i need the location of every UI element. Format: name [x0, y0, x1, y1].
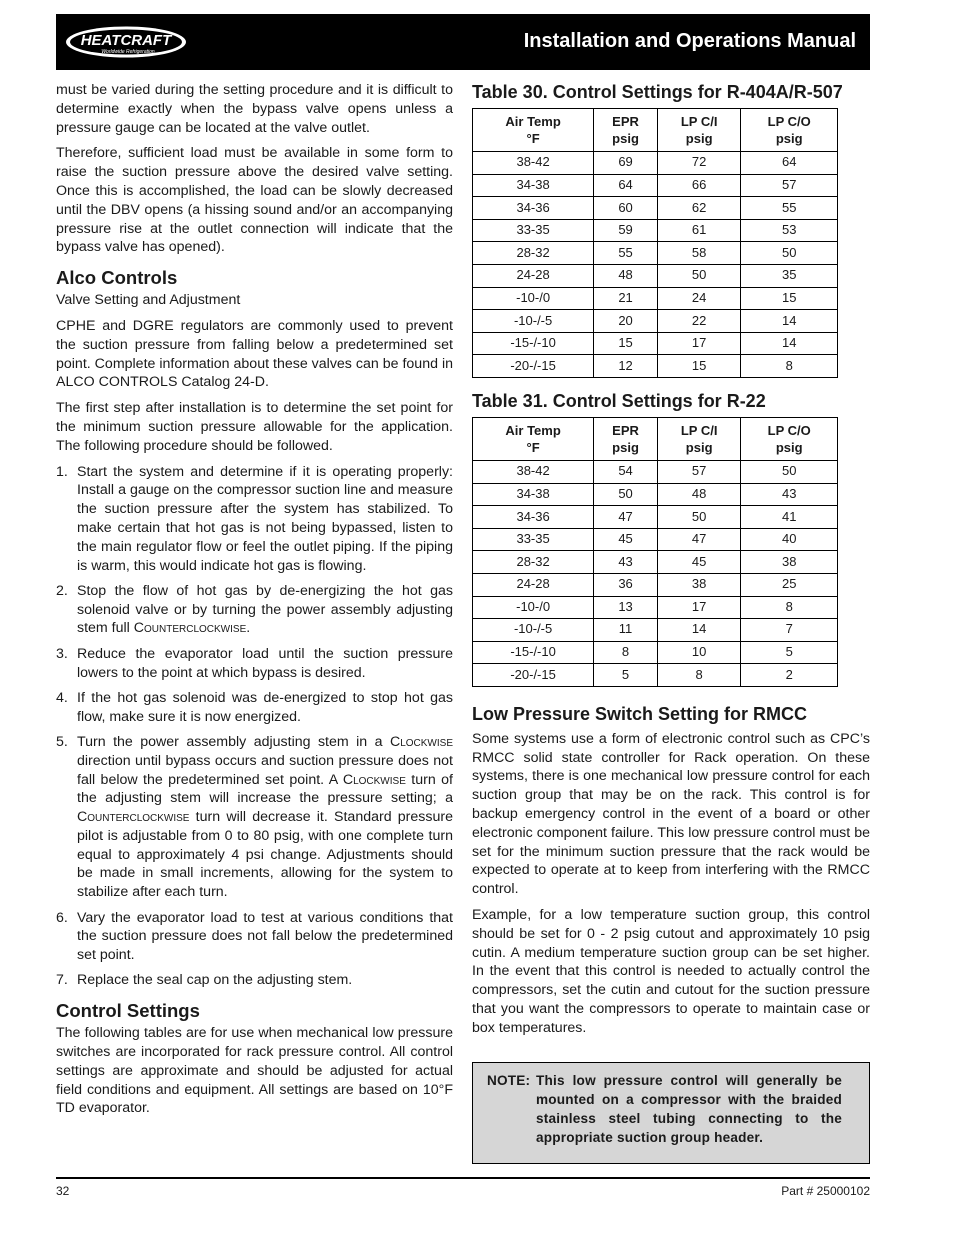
right-column: [472, 81, 870, 1164]
list-item: 5. Turn the power assembly adjusting stem in a Clockwise direction until bypass occurs and suction pressure does not fall below the predetermined set point. A Clockwise turn of the adjusting stem will increase the pressure setting; a Counterclockwise turn will decrease it. Standard pressure pilot is adjustable from 0 to 80 psig, with one complete turn equal to approximately 4 psi change. Adjustments should be made in small increments, allowing for the system to stabilize after each turn.: [56, 733, 453, 901]
table-cell: 60: [594, 197, 658, 220]
table-cell: 22: [657, 310, 741, 333]
list-item: 7. Replace the seal cap on the adjusting stem.: [56, 972, 353, 989]
footer-rule: [56, 1177, 870, 1179]
table-cell: 48: [657, 483, 741, 506]
table-cell: 5: [594, 664, 658, 687]
table-cell: 48: [594, 264, 658, 287]
table-header-row: [473, 109, 838, 152]
list-item: 4. If the hot gas solenoid was de-energized to stop hot gas flow, make sure it is now energized.: [56, 689, 453, 725]
table-cell: 57: [741, 174, 838, 197]
table-row: [473, 219, 838, 242]
table-31: [472, 417, 838, 687]
table-cell: 47: [657, 528, 741, 551]
note-box: [472, 1062, 870, 1164]
table-cell: 11: [594, 619, 658, 642]
table-row: [473, 355, 838, 378]
table-cell: 41: [741, 506, 838, 529]
table-cell: 64: [741, 152, 838, 175]
column-header: LP C/I psig: [657, 109, 741, 152]
table-cell: 14: [657, 619, 741, 642]
list-item: 1. Start the system and determine if it is operating properly: Install a gauge on the compressor suction line and measure the suction pressure after the system has stabilized. To make certain that hot gas is not being bypassed, listen to the main regulator flow or feel the outlet piping. If the piping is warm, this would indicate hot gas is flowing.: [56, 463, 453, 574]
table-row: [473, 596, 838, 619]
table-cell: 38-42: [473, 460, 594, 483]
page-header: [56, 14, 870, 70]
table-cell: -20-/-15: [473, 355, 594, 378]
table-cell: -15-/-10: [473, 641, 594, 664]
table-cell: 15: [741, 287, 838, 310]
list-item: 2. Stop the flow of hot gas by de-energizing the hot gas solenoid valve or by turning the power assembly adjusting stem full Counterclockwise.: [56, 582, 453, 637]
table-row: [473, 310, 838, 333]
table-cell: 54: [594, 460, 658, 483]
table-cell: 14: [741, 332, 838, 355]
table-row: [473, 573, 838, 596]
table-cell: 17: [657, 596, 741, 619]
table-cell: 43: [741, 483, 838, 506]
paragraph: Therefore, sufficient load must be available in some form to raise the suction pressure above the desired valve setting. Once this is accomplished, the load can be slowly decreased until the DBV opens (a hissing sound and/or an accompanying pressure rise at the outlet connection will indicate that the bypass valve has opened).: [56, 145, 453, 256]
table-cell: 21: [594, 287, 658, 310]
table-row: [473, 152, 838, 175]
table-cell: 24: [657, 287, 741, 310]
table-cell: 7: [741, 619, 838, 642]
left-column: [56, 81, 453, 1125]
table-row: [473, 332, 838, 355]
paragraph: Example, for a low temperature suction group, this control should be set for 0 - 2 psig cutout and approximately 10 psig cutin. A medium temperature suction group can be set higher. In the event that this control is needed to actually control the compressors, set the cutin and cutout for the suction pressure that you want the compressors to operate to maintain case or box temperatures.: [472, 907, 870, 1036]
table-30: [472, 108, 838, 378]
table-cell: 36: [594, 573, 658, 596]
table-cell: 59: [594, 219, 658, 242]
manual-title: Installation and Operations Manual: [523, 30, 856, 52]
table-cell: 72: [657, 152, 741, 175]
table-31-body: [473, 460, 838, 686]
table-row: [473, 242, 838, 265]
table-row: [473, 483, 838, 506]
svg-text:HEATCRAFT: HEATCRAFT: [80, 32, 172, 49]
table-30-title: Table 30. Control Settings for R-404A/R-507: [472, 82, 843, 102]
table-cell: -10-/-5: [473, 310, 594, 333]
paragraph: must be varied during the setting procedure and it is difficult to determine exactly when the bypass valve opens unless a pressure gauge can be located at the valve outlet.: [56, 82, 453, 136]
table-cell: 28-32: [473, 551, 594, 574]
table-row: [473, 460, 838, 483]
column-header: LP C/O psig: [741, 417, 838, 460]
table-row: [473, 641, 838, 664]
table-cell: 69: [594, 152, 658, 175]
table-cell: 35: [741, 264, 838, 287]
table-cell: 13: [594, 596, 658, 619]
table-cell: 38-42: [473, 152, 594, 175]
paragraph: The following tables are for use when mechanical low pressure switches are incorporated for rack pressure control. All control settings are approximate and should be adjusted for actual field conditions and equipment. All settings are based on 10°F TD evaporator.: [56, 1025, 453, 1117]
table-cell: 45: [657, 551, 741, 574]
table-cell: 62: [657, 197, 741, 220]
table-cell: 14: [741, 310, 838, 333]
list-item: 6. Vary the evaporator load to test at various conditions that the suction pressure does not fall below the predetermined set point.: [56, 909, 453, 964]
column-header: Air Temp °F: [473, 417, 594, 460]
table-cell: 38: [657, 573, 741, 596]
paragraph: CPHE and DGRE regulators are commonly used to prevent the suction pressure from falling below a predetermined set point. Complete information about these valves can be found in ALCO CONTROLS Catalog 24-D.: [56, 317, 453, 391]
table-cell: 45: [594, 528, 658, 551]
page-number: 32: [56, 1184, 70, 1198]
table-cell: 50: [741, 242, 838, 265]
table-cell: 24-28: [473, 573, 594, 596]
table-cell: 40: [741, 528, 838, 551]
table-cell: 33-35: [473, 219, 594, 242]
table-cell: 64: [594, 174, 658, 197]
column-header: Air Temp °F: [473, 109, 594, 152]
table-cell: -10-/0: [473, 287, 594, 310]
table-row: [473, 664, 838, 687]
table-header-row: [473, 417, 838, 460]
table-cell: 61: [657, 219, 741, 242]
table-cell: 50: [657, 506, 741, 529]
table-cell: 34-38: [473, 174, 594, 197]
note-label: NOTE:: [487, 1072, 531, 1088]
table-cell: 34-36: [473, 506, 594, 529]
heatcraft-logo: [64, 25, 188, 59]
table-30-body: [473, 152, 838, 378]
alco-controls-heading: Alco Controls: [56, 267, 178, 289]
table-cell: -15-/-10: [473, 332, 594, 355]
paragraph: Some systems use a form of electronic control such as CPC’s RMCC solid state controller for Rack operation. On these systems, there is one mechanical low pressure control for each suction group that may be on the rack. This control is for backup emergency control in the event of a board or other electronic component failure. This low pressure control must be set for the minimum suction pressure that the rack would be expected to operate at to keep from interfering with the RMCC control.: [472, 730, 870, 898]
table-cell: 43: [594, 551, 658, 574]
table-cell: 12: [594, 355, 658, 378]
table-cell: 25: [741, 573, 838, 596]
table-cell: 33-35: [473, 528, 594, 551]
procedure-steps: [56, 463, 453, 991]
alco-subheading: Valve Setting and Adjustment: [56, 292, 241, 309]
table-cell: 15: [594, 332, 658, 355]
table-cell: 66: [657, 174, 741, 197]
table-cell: 38: [741, 551, 838, 574]
table-cell: 58: [657, 242, 741, 265]
table-cell: -10-/-5: [473, 619, 594, 642]
table-row: [473, 528, 838, 551]
control-settings-heading: Control Settings: [56, 1000, 200, 1022]
table-cell: 50: [594, 483, 658, 506]
table-cell: 34-38: [473, 483, 594, 506]
table-row: [473, 506, 838, 529]
table-cell: 5: [741, 641, 838, 664]
column-header: LP C/I psig: [657, 417, 741, 460]
table-31-title: Table 31. Control Settings for R-22: [472, 390, 766, 411]
table-cell: 2: [741, 664, 838, 687]
table-cell: 24-28: [473, 264, 594, 287]
paragraph: The first step after installation is to determine the set point for the minimum suction pressure allowable for the application. The following procedure should be followed.: [56, 400, 453, 454]
table-row: [473, 287, 838, 310]
table-cell: 53: [741, 219, 838, 242]
table-cell: 8: [657, 664, 741, 687]
table-cell: 10: [657, 641, 741, 664]
table-row: [473, 197, 838, 220]
table-cell: 55: [741, 197, 838, 220]
table-cell: 8: [741, 596, 838, 619]
low-pressure-heading: Low Pressure Switch Setting for RMCC: [472, 703, 808, 724]
list-item: 3. Reduce the evaporator load until the suction pressure lowers to the point at which bypass is desired.: [56, 645, 453, 681]
column-header: EPR psig: [594, 417, 658, 460]
table-cell: 28-32: [473, 242, 594, 265]
table-cell: 50: [741, 460, 838, 483]
table-cell: 57: [657, 460, 741, 483]
table-cell: 8: [594, 641, 658, 664]
table-cell: 15: [657, 355, 741, 378]
table-cell: -10-/0: [473, 596, 594, 619]
table-row: [473, 174, 838, 197]
table-row: [473, 264, 838, 287]
column-header: EPR psig: [594, 109, 658, 152]
note-text: This low pressure control will generally be mounted on a compressor with the braided stainless steel tubing connecting to the appropriate suction group header.: [536, 1072, 842, 1145]
table-cell: 55: [594, 242, 658, 265]
table-row: [473, 619, 838, 642]
svg-text:Worldwide Refrigeration: Worldwide Refrigeration: [101, 49, 155, 55]
table-cell: 50: [657, 264, 741, 287]
table-cell: 20: [594, 310, 658, 333]
table-cell: 8: [741, 355, 838, 378]
table-cell: 17: [657, 332, 741, 355]
table-cell: 34-36: [473, 197, 594, 220]
table-cell: -20-/-15: [473, 664, 594, 687]
part-number: Part # 25000102: [781, 1184, 870, 1198]
column-header: LP C/O psig: [741, 109, 838, 152]
table-row: [473, 551, 838, 574]
table-cell: 47: [594, 506, 658, 529]
